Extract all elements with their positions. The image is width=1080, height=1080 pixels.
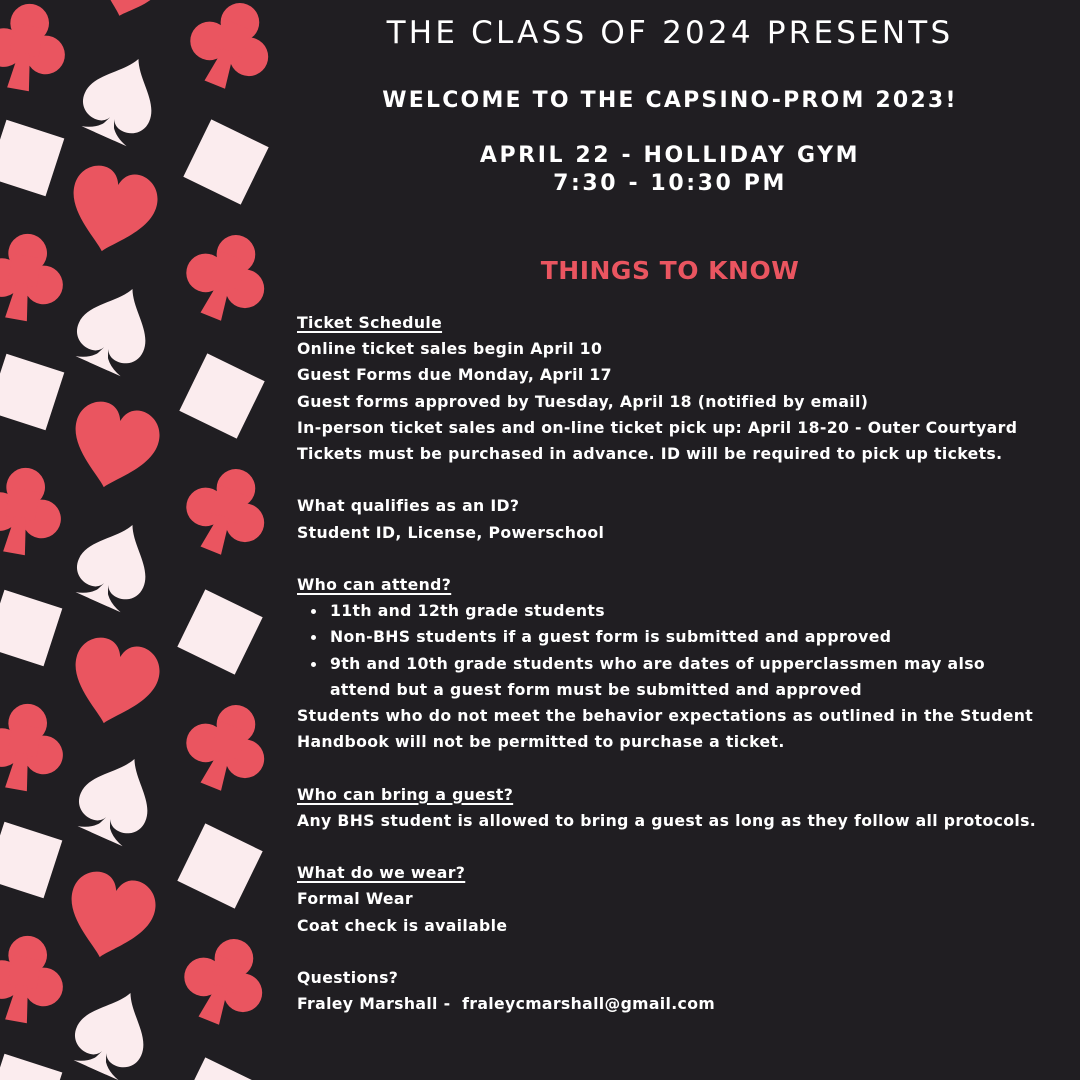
schedule-line: Online ticket sales begin April 10 xyxy=(297,339,603,359)
diamond-icon xyxy=(164,1044,276,1080)
diamond-icon xyxy=(170,106,280,218)
list-item-continuation: attend but a guest form must be submitted and approved xyxy=(330,679,862,699)
contact-email: fraleycmarshall@gmail.com xyxy=(462,994,716,1014)
spacer xyxy=(297,467,1067,493)
guest-text: Any BHS student is allowed to bring a guest as long as they follow all protocols. xyxy=(297,810,1037,830)
diamond-icon xyxy=(164,810,276,922)
id-section xyxy=(297,493,1067,545)
attend-list xyxy=(297,598,1067,703)
behavior-note: Handbook will not be permitted to purchase a ticket. xyxy=(297,732,785,752)
club-icon xyxy=(166,918,280,1038)
diamond-icon xyxy=(0,342,76,443)
club-icon xyxy=(172,0,280,102)
attend-section xyxy=(297,572,1067,755)
presents-heading: THE CLASS OF 2024 PRESENTS xyxy=(386,15,954,51)
diamond-icon xyxy=(166,340,278,452)
spade-icon xyxy=(60,738,176,854)
info-body xyxy=(297,310,1067,1017)
attend-heading: Who can attend? xyxy=(297,575,452,594)
id-question: What qualifies as an ID? xyxy=(297,496,520,516)
heart-icon xyxy=(58,626,170,738)
wear-line: Formal Wear xyxy=(297,889,413,909)
club-icon xyxy=(0,0,79,97)
club-icon xyxy=(168,214,280,334)
diamond-icon xyxy=(0,810,74,911)
ticket-schedule-section xyxy=(297,310,1067,467)
spacer xyxy=(297,834,1067,860)
welcome-heading: WELCOME TO THE CAPSINO-PROM 2023! xyxy=(382,88,958,113)
guest-section xyxy=(297,782,1067,834)
spade-icon xyxy=(64,38,180,154)
spacer xyxy=(297,546,1067,572)
diamond-icon xyxy=(0,108,76,209)
list-item-text: 11th and 12th grade students xyxy=(330,601,605,621)
behavior-note: Students who do not meet the behavior expectations as outlined in the Student xyxy=(297,706,1034,726)
wear-heading: What do we wear? xyxy=(297,863,466,883)
event-date-location: APRIL 22 - HOLLIDAY GYM xyxy=(479,143,861,168)
schedule-line: In-person ticket sales and on-line ticket pick up: April 18-20 - Outer Courtyard xyxy=(297,417,1018,437)
schedule-line: Guest forms approved by Tuesday, April 18 (notified by email) xyxy=(297,391,869,411)
wear-section xyxy=(297,860,1067,939)
list-item-text: Non-BHS students if a guest form is submitted and approved xyxy=(330,627,892,647)
wear-line: Coat check is available xyxy=(297,915,508,935)
event-date-time xyxy=(270,142,1070,198)
spade-icon xyxy=(56,972,172,1080)
questions-section xyxy=(297,965,1067,1017)
list-item xyxy=(330,651,1067,703)
diamond-icon xyxy=(164,576,276,688)
club-icon xyxy=(168,684,280,804)
spacer xyxy=(297,939,1067,965)
list-item xyxy=(330,624,1067,650)
contact-name: Fraley Marshall - xyxy=(297,994,451,1014)
diamond-icon xyxy=(0,578,74,679)
ticket-schedule-heading: Ticket Schedule xyxy=(297,313,443,332)
list-item xyxy=(330,598,1067,624)
contact-line xyxy=(297,991,1067,1017)
spade-icon xyxy=(58,504,174,620)
guest-heading: Who can bring a guest? xyxy=(297,784,514,804)
club-icon xyxy=(168,448,280,568)
spacer xyxy=(297,755,1067,781)
questions-heading: Questions? xyxy=(297,968,399,987)
things-to-know-heading: THINGS TO KNOW xyxy=(540,256,800,285)
card-suit-pattern xyxy=(0,0,280,1080)
list-item-text: 9th and 10th grade students who are dates of upperclassmen may also xyxy=(330,653,986,673)
schedule-line: Guest Forms due Monday, April 17 xyxy=(297,365,612,385)
heart-icon xyxy=(86,0,172,29)
schedule-line: Tickets must be purchased in advance. ID will be required to pick up tickets. xyxy=(297,444,1003,464)
id-answer: Student ID, License, Powerschool xyxy=(297,522,605,542)
heart-icon xyxy=(58,390,170,502)
event-time: 7:30 - 10:30 PM xyxy=(553,171,787,196)
